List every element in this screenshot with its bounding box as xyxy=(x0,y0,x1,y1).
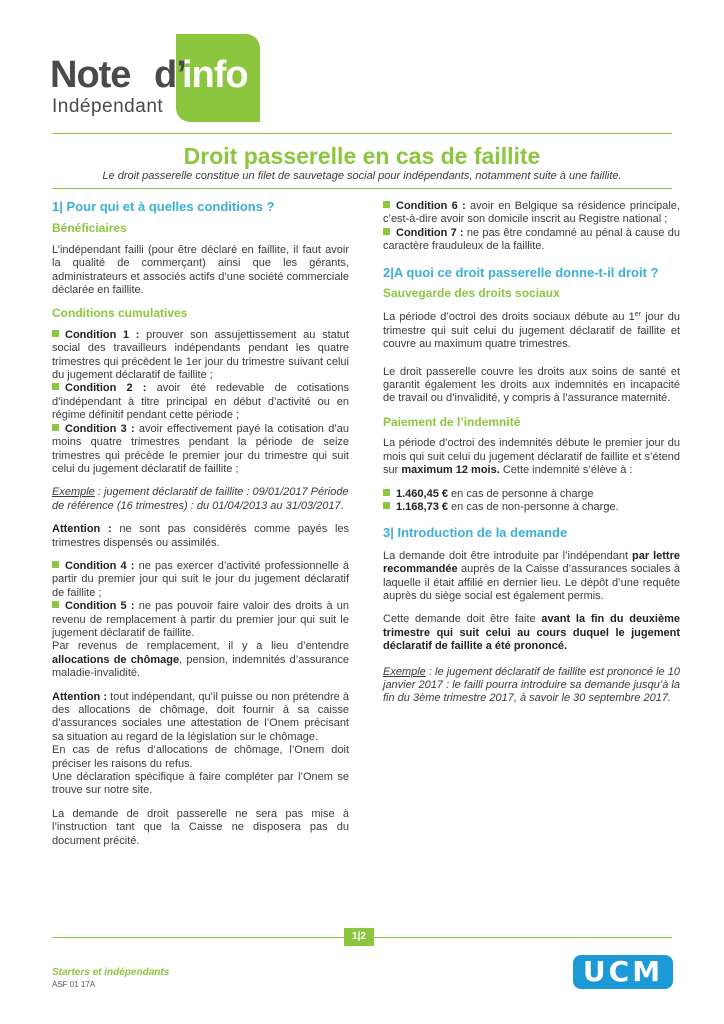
example-1: Exemple : jugement déclaratif de faillite : 09/01/2017 Période de référence (16 trimestres) : du 01/04/2013 au 31/03/2017. xyxy=(52,486,349,512)
sauvegarde-heading: Sauvegarde des droits sociaux xyxy=(383,286,560,301)
logo-subtitle: Indépendant xyxy=(52,96,164,117)
page-number: 1|2 xyxy=(344,928,374,946)
page-subtitle: Le droit passerelle constitue un filet de sauvetage social pour indépendants, notamment suite à une faillite. xyxy=(102,170,622,182)
condition-1: Condition 1 : prouver son assujettissement au statut social des travailleurs indépendants pendant les quatre trimestres qui précèdent le 1er jour du trimestre suivant celui du jugement déclaratif de faillite ; xyxy=(52,328,349,382)
bullet-square-icon xyxy=(52,561,59,568)
logo-note-text: Note xyxy=(50,54,131,96)
condition-5: Condition 5 : ne pas pouvoir faire valoir des droits à un revenu de remplacement à partir du premier jour qui suit le jugement déclaratif de faillite. xyxy=(52,600,349,639)
logo-info-text: info xyxy=(182,54,248,96)
conditions-heading: Conditions cumulatives xyxy=(52,306,188,321)
condition-2: Condition 2 : avoir été redevable de cotisations d’indépendant à titre principal en début d’activité ou en régime définitif pendant cette période ; xyxy=(52,382,349,422)
top-divider xyxy=(52,133,672,134)
indemnite-text: La période d’octroi des indemnités débute le premier jour du mois qui suit celui du jugement déclaratif de faillite et s’étend sur maximum 12 mois. Cette indemnité s’élève à : xyxy=(383,437,680,477)
attention-2: Attention : tout indépendant, qu’il puisse ou non prétendre à des allocations de chômage, doit fournir à sa caisse d’assurances sociales une attestation de l’Onem précisant sa situation au regard de la législation sur le chômage. xyxy=(52,690,350,743)
logo-d-text: d’ xyxy=(154,54,186,96)
section-2-heading: 2|A quoi ce droit passerelle donne-t-il droit ? xyxy=(383,264,659,280)
bullet-square-icon xyxy=(383,489,390,496)
beneficiaires-heading: Bénéficiaires xyxy=(52,221,127,236)
attention-1: Attention : ne sont pas considérés comme payés les trimestres dispensés ou assimilés. xyxy=(52,523,350,549)
page-title: Droit passerelle en cas de faillite xyxy=(183,143,541,169)
title-divider xyxy=(52,188,672,189)
footer-org: Starters et indépendants xyxy=(52,967,170,978)
condition-4: Condition 4 : ne pas exercer d’activité professionnelle à partir du premier jour qui suit le jour du jugement déclaratif de faillite ; xyxy=(52,559,349,599)
bullet-square-icon xyxy=(52,601,59,608)
footer-code: ASF 01 17A xyxy=(52,980,96,989)
right-column xyxy=(383,200,680,706)
couverture-text: Le droit passerelle couvre les droits aux soins de santé et garantit également les droits aux indemnités en incapacité de travail ou d’invalidité, y compris à l’assurance maternité. xyxy=(383,365,680,405)
declaration-text: Une déclaration spécifique à faire compléter par l’Onem se trouve sur notre site. xyxy=(52,771,349,797)
beneficiaires-text: L’indépendant failli (pour être déclaré en faillite, il faut avoir la qualité de commerçant) ainsi que les gérants, administrateurs et associés actifs d’une société commerciale déclarée en faillite. xyxy=(52,243,349,297)
periode-text: La période d’octroi des droits sociaux débute au 1er jour du trimestre qui suit celui du jugement déclaratif de faillite et couvre au maximum quatre trimestres. xyxy=(383,311,680,351)
example-2: Exemple : le jugement déclaratif de faillite est prononcé le 10 janvier 2017 : le failli pourra introduire sa demande jusqu’à la fin du 3ème trimestre 2017, à savoir le 30 septembre 2017. xyxy=(383,665,680,705)
demande-text: La demande de droit passerelle ne sera pas mise à l’instruction tant que la Caisse ne disposera pas du document précité. xyxy=(52,807,349,847)
bullet-square-icon xyxy=(52,424,59,431)
amount-1: 1.460,45 € en cas de personne à charge xyxy=(383,488,680,501)
refus-text: En cas de refus d’allocations de chômage, l’Onem doit préciser les raisons du refus. xyxy=(52,744,349,770)
bullet-square-icon xyxy=(383,502,390,509)
section-1-heading: 1| Pour qui et à quelles conditions ? xyxy=(52,199,275,214)
bullet-square-icon xyxy=(383,201,390,208)
delai-text: Cette demande doit être faite avant la fin du deuxième trimestre qui suit celui au cours duquel le jugement déclaratif de faillite a été prononcé. xyxy=(383,613,680,653)
section-3-heading: 3| Introduction de la demande xyxy=(383,525,568,541)
condition-6: Condition 6 : avoir en Belgique sa résidence principale, c’est-à-dire avoir son domicile inscrit au Registre national ; xyxy=(383,200,680,226)
bullet-square-icon xyxy=(52,383,59,390)
left-column xyxy=(52,200,349,848)
condition-3: Condition 3 : avoir effectivement payé la cotisation d’au moins quatre trimestres pendant la période de seize trimestres qui précède le premier jour du trimestre qui suit celui du jugement déclaratif de faillite ; xyxy=(52,422,349,475)
amount-2: 1.168,73 € en cas de non-personne à charge. xyxy=(383,501,680,514)
bullet-square-icon xyxy=(383,228,390,235)
bullet-square-icon xyxy=(52,330,59,337)
introduction-text: La demande doit être introduite par l’indépendant par lettre recommandée auprès de la Caisse d’assurances sociales à laquelle il était affilié en dernier lieu. Le dépôt d’une requête auprès du siège social est également permis. xyxy=(383,549,680,602)
ucm-logo: UCM xyxy=(573,955,673,989)
revenus-text: Par revenus de remplacement, il y a lieu d’entendre allocations de chômage, pension, indemnités d’assurance maladie-invalidité. xyxy=(52,640,349,680)
condition-7: Condition 7 : ne pas être condamné au pénal à cause du caractère frauduleux de la faillite. xyxy=(383,226,681,253)
paiement-heading: Paiement de l’indemnité xyxy=(383,414,521,429)
